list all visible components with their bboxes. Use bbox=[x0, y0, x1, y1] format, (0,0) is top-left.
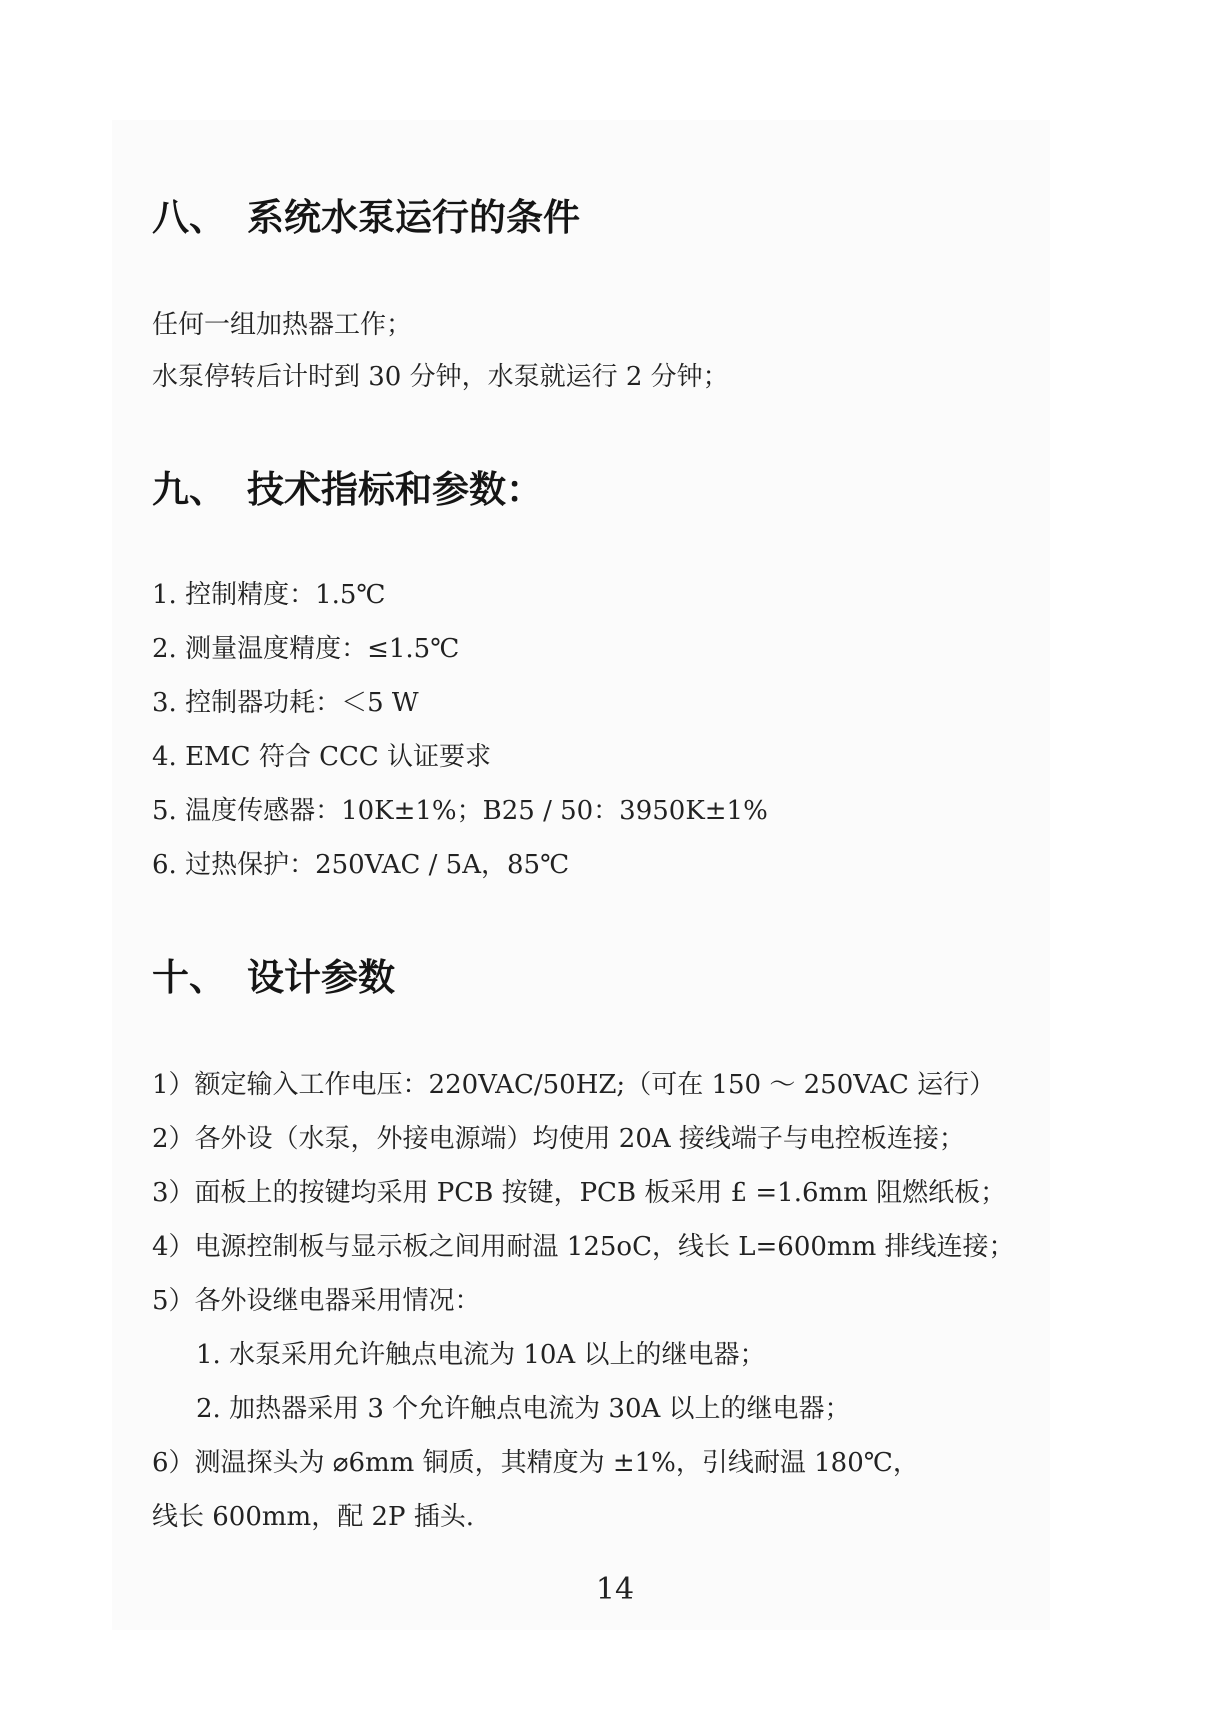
section-heading-9 bbox=[152, 468, 543, 512]
section-number: 十、 bbox=[152, 956, 226, 999]
page-number: 14 bbox=[595, 1572, 635, 1607]
design-item: 5）各外设继电器采用情况： bbox=[152, 1286, 481, 1316]
design-sub-item: 2. 加热器采用 3 个允许触点电流为 30A 以上的继电器； bbox=[196, 1394, 851, 1424]
section-title: 技术指标和参数： bbox=[247, 468, 543, 511]
section-number: 八、 bbox=[152, 196, 226, 239]
design-item: 1）额定输入工作电压：220VAC/50HZ;（可在 150 ～ 250VAC 运行） bbox=[152, 1070, 996, 1100]
spec-item: 3. 控制器功耗：＜5 W bbox=[152, 688, 419, 718]
section-number: 九、 bbox=[152, 468, 226, 511]
section-heading-10 bbox=[152, 956, 395, 1000]
spec-item: 6. 过热保护：250VAC / 5A，85℃ bbox=[152, 850, 570, 880]
design-item: 6）测温探头为 ⌀6mm 铜质，其精度为 ±1%，引线耐温 180℃， bbox=[152, 1448, 919, 1478]
design-item: 4）电源控制板与显示板之间用耐温 125oC，线长 L=600mm 排线连接； bbox=[152, 1232, 1015, 1262]
spec-item: 5. 温度传感器：10K±1%；B25 / 50：3950K±1% bbox=[152, 796, 768, 826]
design-sub-item: 1. 水泵采用允许触点电流为 10A 以上的继电器； bbox=[196, 1340, 766, 1370]
section-heading-8 bbox=[152, 196, 580, 240]
spec-item: 2. 测量温度精度：≤1.5℃ bbox=[152, 634, 460, 664]
design-item: 3）面板上的按键均采用 PCB 按键，PCB 板采用 £ =1.6mm 阻燃纸板； bbox=[152, 1178, 1007, 1208]
design-item: 2）各外设（水泵，外接电源端）均使用 20A 接线端子与电控板连接； bbox=[152, 1124, 965, 1154]
spec-item: 1. 控制精度：1.5℃ bbox=[152, 580, 386, 610]
section-title: 设计参数 bbox=[247, 956, 395, 999]
section-title: 系统水泵运行的条件 bbox=[247, 196, 580, 239]
design-item-continuation: 线长 600mm，配 2P 插头. bbox=[152, 1502, 475, 1532]
paragraph-line: 水泵停转后计时到 30 分钟，水泵就运行 2 分钟； bbox=[152, 362, 729, 392]
spec-item: 4. EMC 符合 CCC 认证要求 bbox=[152, 742, 492, 772]
paragraph-line: 任何一组加热器工作； bbox=[152, 310, 413, 340]
